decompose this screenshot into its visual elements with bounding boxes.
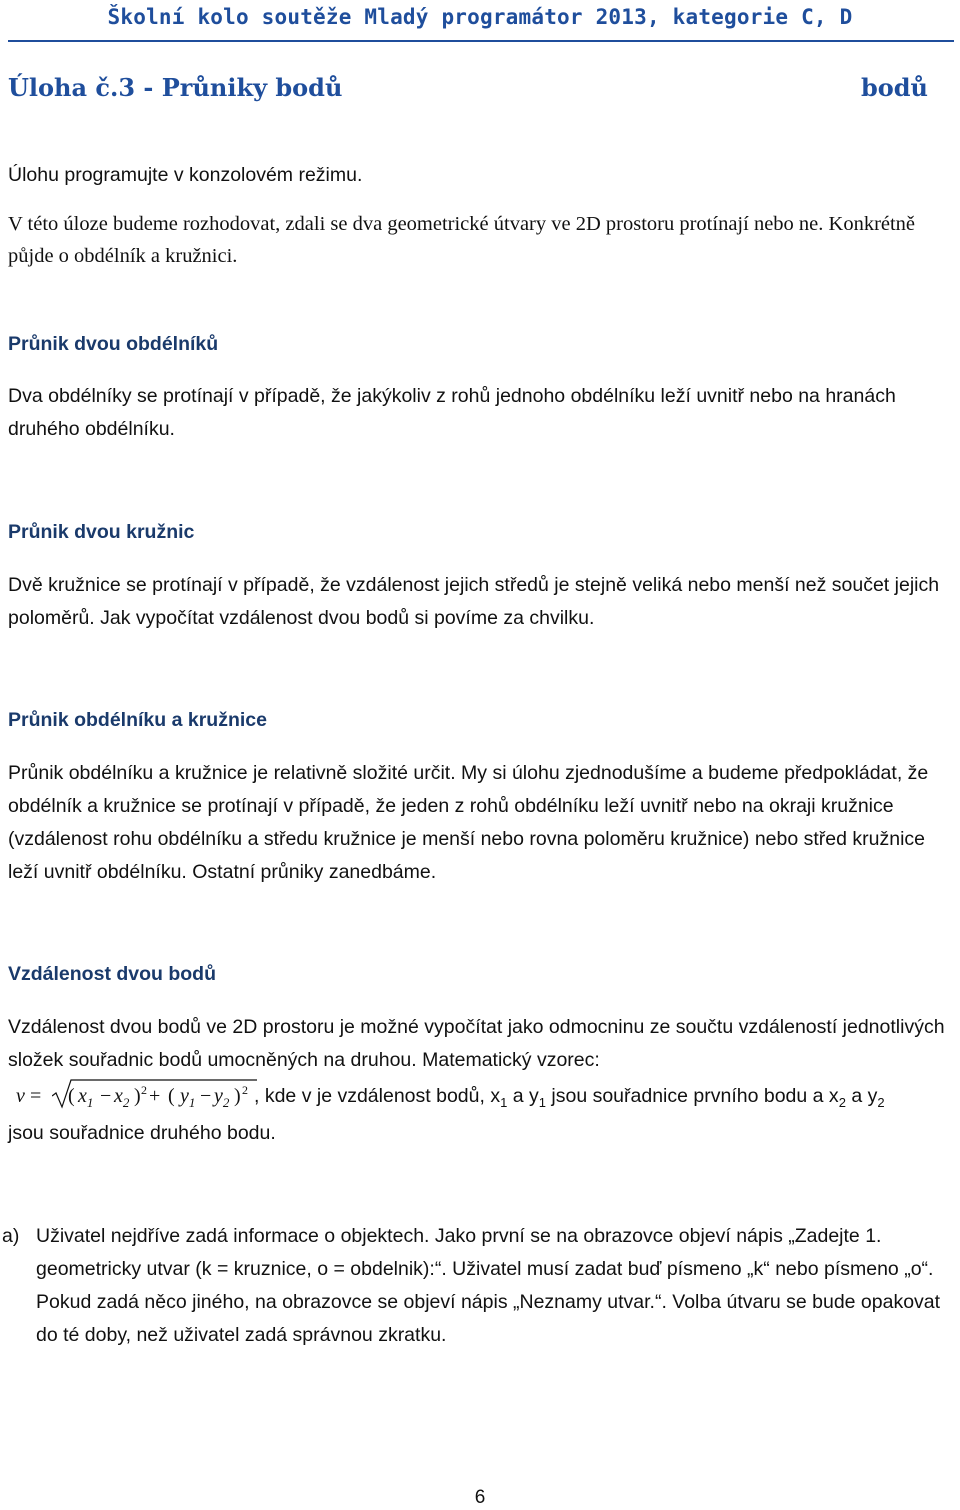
formula-minus-1: − — [100, 1085, 112, 1107]
formula-x1: $x_1$ — [78, 1085, 94, 1110]
section-heading-distance: Vzdálenost dvou bodů — [8, 963, 216, 985]
section-text-rect-rect: Dva obdélníky se protínají v případě, že jakýkoliv z rohů jednoho obdélníku leží uvnitř nebo na hranách druhého obdélníku. — [8, 385, 896, 440]
formula-plus: + — [149, 1085, 161, 1107]
list-item-label: a) — [2, 1225, 20, 1247]
page-number: 6 — [474, 1487, 486, 1508]
formula-exp-1: 2 — [141, 1083, 147, 1097]
task-title: Úloha č.3 - Průniky bodů — [8, 73, 343, 102]
formula-lparen-1: ( — [68, 1085, 75, 1107]
page-header-title: Školní kolo soutěže Mladý programátor 2013, kategorie C, D — [107, 5, 853, 29]
formula-y2: $y_2$ — [214, 1085, 230, 1110]
intro-paragraph: V této úloze budeme rozhodovat, zdali se dva geometrické útvary ve 2D prostoru protínají nebo ne. Konkrétně půjde o obdélník a kružnici. — [8, 213, 916, 267]
header-divider — [8, 40, 954, 42]
section-heading-circ-circ: Průnik dvou kružnic — [8, 521, 195, 543]
task-title-right-word: bodů — [860, 73, 928, 102]
list-item-text: Uživatel nejdříve zadá informace o objektech. Jako první se na obrazovce objeví nápis „Zadejte 1. geometricky utvar (k = kruznice, o = obdelnik):“. Uživatel musí zadat buď písmeno „k“ nebo písmeno „o“. Pokud zadá něco jiného, na obrazovce se objeví nápis „Neznamy utvar.“. Volba útvaru se bude opakovat do té doby, než uživatel zadá správnou zkratku. — [36, 1225, 941, 1346]
formula-x2: $x_2$ — [114, 1085, 130, 1110]
section-text-rect-circ: Průnik obdélníku a kružnice je relativně složité určit. My si úlohu zjednodušíme a budeme předpokládat, že obdélník a kružnice se protínají v případě, že jeden z rohů obdélníku leží uvnitř nebo na okraji kružnice (vzdálenost rohu obdélníku a středu kružnice je menší nebo rovna poloměru kružnice) nebo střed kružnice leží uvnitř obdélníku. Ostatní průniky zanedbáme. — [8, 762, 929, 883]
formula-rparen-2: ) — [234, 1085, 241, 1107]
formula-continuation: jsou souřadnice druhého bodu. — [8, 1122, 276, 1144]
formula-exp-2: 2 — [242, 1083, 248, 1097]
intro-line-1: Úlohu programujte v konzolovém režimu. — [8, 164, 363, 186]
section-heading-rect-rect: Průnik dvou obdélníků — [8, 333, 219, 355]
formula-equals: = — [30, 1085, 42, 1107]
distance-formula — [8, 1080, 254, 1113]
formula-y1: $y_1$ — [180, 1085, 196, 1110]
formula-explanation: , kde v je vzdálenost bodů, $x_1$ a $y_1$ jsou souřadnice prvního bodu a $x_2$ a $y_2$ — [254, 1085, 885, 1110]
list-item — [2, 1220, 952, 1352]
formula-v: v — [16, 1085, 25, 1107]
formula-lparen-2: ( — [168, 1085, 175, 1107]
formula-minus-2: − — [200, 1085, 212, 1107]
formula-line — [8, 1080, 885, 1119]
section-text-distance: Vzdálenost dvou bodů ve 2D prostoru je možné vypočítat jako odmocninu ze součtu vzdáleností jednotlivých složek souřadnic bodů umocněných na druhou. Matematický vzorec: — [8, 1016, 945, 1071]
section-text-circ-circ: Dvě kružnice se protínají v případě, že vzdálenost jejich středů je stejně veliká nebo menší než součet jejich poloměrů. Jak vypočítat vzdálenost dvou bodů si povíme za chvilku. — [8, 574, 940, 629]
section-heading-rect-circ: Průnik obdélníku a kružnice — [8, 709, 267, 731]
formula-rparen-1: ) — [134, 1085, 141, 1107]
